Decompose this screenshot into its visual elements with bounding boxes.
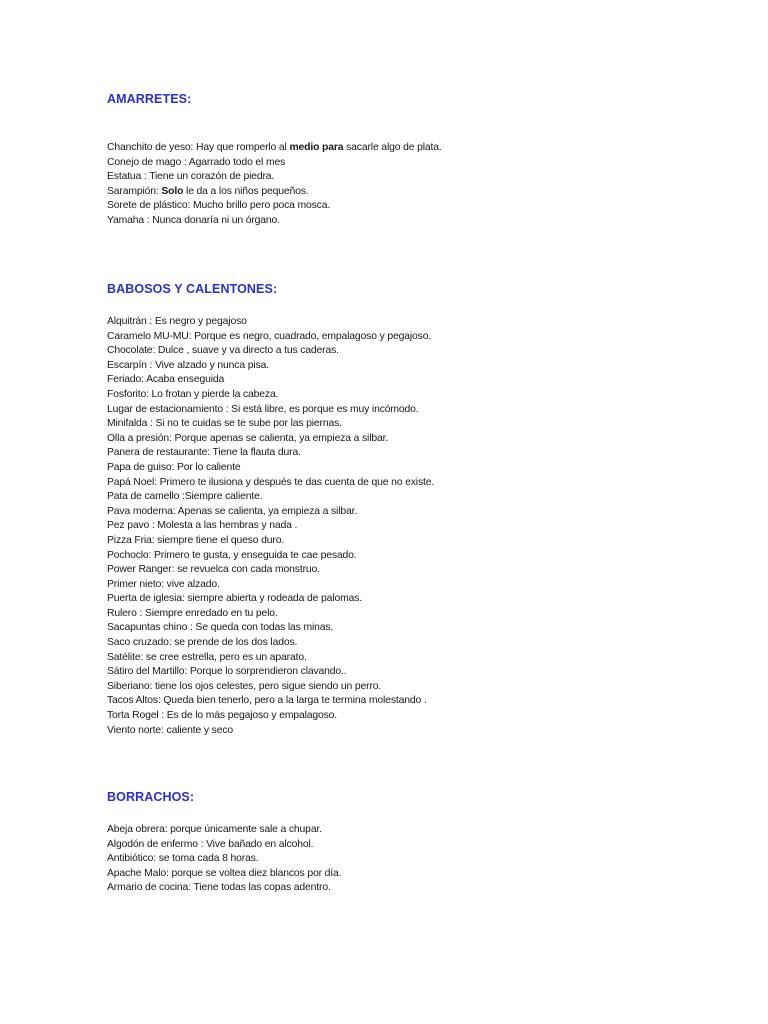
heading-colon: : — [187, 92, 192, 106]
list-item — [107, 578, 707, 593]
entry-text: Satélite: se cree estrella, pero es un aparato. — [107, 651, 307, 663]
list-item — [107, 199, 707, 214]
list-item — [107, 563, 707, 578]
entry-text: Apache Malo: porque se voltea diez blancos por día. — [107, 867, 342, 879]
list-item — [107, 519, 707, 534]
list-item — [107, 621, 707, 636]
list-item — [107, 373, 707, 388]
entry-text: Pava moderna: Apenas se calienta, ya empieza a silbar. — [107, 505, 358, 517]
list-item — [107, 344, 707, 359]
list-item — [107, 330, 707, 345]
list-item — [107, 867, 707, 882]
list-item — [107, 651, 707, 666]
entry-text: Yamaha : Nunca donaría ni un órgano. — [107, 214, 280, 226]
entry-text: Feriado: Acaba enseguida — [107, 374, 225, 386]
entry-list — [107, 823, 707, 896]
section-heading — [107, 789, 707, 805]
list-item — [107, 185, 707, 200]
entry-text: Minifalda : Si no te cuidas se te sube por las piernas. — [107, 418, 342, 430]
list-item — [107, 724, 707, 739]
list-item — [107, 852, 707, 867]
entry-text: Siberiano: tiene los ojos celestes, pero sigue siendo un perro. — [107, 680, 382, 692]
entry-text-end: le da a los niños pequeños. — [183, 185, 309, 197]
entry-text: Caramelo MU-MU: Porque es negro, cuadrado, empalagoso y pegajoso. — [107, 330, 432, 342]
entry-text: Power Ranger: se revuelca con cada monstruo. — [107, 564, 320, 576]
entry-text: Sorete de plástico: Mucho brillo pero poca mosca. — [107, 200, 331, 212]
entry-text: Sátiro del Martillo: Porque lo sorprendieron clavando.. — [107, 666, 347, 678]
list-item — [107, 680, 707, 695]
section-borrachos — [107, 789, 707, 896]
heading-text: BORRACHOS — [107, 790, 190, 804]
entry-text: Torta Rogel : Es de lo más pegajoso y empalagoso. — [107, 710, 338, 722]
entry-text: Alquitrán : Es negro y pegajoso — [107, 316, 247, 327]
entry-text: Pochoclo: Primero te gusta, y enseguida te cae pesado. — [107, 549, 357, 561]
list-item — [107, 214, 707, 229]
entry-text: Papá Noel: Primero te ilusiona y después te das cuenta de que no existe. — [107, 476, 435, 488]
entry-text: Primer nieto: vive alzado. — [107, 578, 220, 590]
entry-text: Viento norte: caliente y seco — [107, 724, 233, 736]
entry-text: Armario de cocina: Tiene todas las copas adentro. — [107, 882, 331, 894]
section-amarretes — [107, 91, 707, 229]
entry-emphasis: medio para — [289, 142, 344, 153]
list-item — [107, 315, 707, 330]
entry-text: Panera de restaurante: Tiene la flauta dura. — [107, 447, 301, 459]
section-heading — [107, 281, 707, 297]
list-item — [107, 881, 707, 896]
entry-text: Chocolate: Dulce , suave y va directo a tus caderas. — [107, 345, 339, 357]
entry-text: Abeja obrera: porque únicamente sale a chupar. — [107, 824, 322, 835]
section-babosos-y-calentones — [107, 281, 707, 738]
list-item — [107, 607, 707, 622]
heading-colon: : — [189, 790, 195, 804]
entry-text: Tacos Altos: Queda bien tenerlo, pero a la larga te termina molestando . — [107, 695, 427, 707]
entry-text: Chanchito de yeso: Hay que romperlo al — [107, 142, 290, 153]
entry-text: Olla a presión: Porque apenas se calienta, ya empieza a silbar. — [107, 432, 389, 444]
entry-text: Escarpín : Vive alzado y nunca pisa. — [107, 359, 269, 371]
list-item — [107, 170, 707, 185]
list-item — [107, 359, 707, 374]
entry-emphasis: Solo — [161, 185, 184, 197]
entry-text: Antibiótico: se toma cada 8 horas. — [107, 853, 259, 865]
list-item — [107, 534, 707, 549]
list-item — [107, 446, 707, 461]
list-item — [107, 388, 707, 403]
entry-text: Saco cruzado: se prende de los dos lados. — [107, 637, 298, 649]
entry-text: Estatua : Tiene un corazón de piedra. — [107, 171, 275, 183]
entry-text: Lugar de estacionamiento : Si está libre, es porque es muy incómodo. — [107, 403, 419, 415]
entry-list — [107, 141, 707, 229]
section-heading — [107, 91, 707, 107]
entry-text-end: sacarle algo de plata. — [343, 142, 442, 153]
list-item — [107, 432, 707, 447]
entry-text: Conejo de mago : Agarrado todo el mes — [107, 156, 286, 168]
list-item — [107, 549, 707, 564]
list-item — [107, 592, 707, 607]
list-item — [107, 476, 707, 491]
entry-text: Fosforito: Lo frotan y pierde la cabeza. — [107, 388, 279, 400]
entry-text: Pizza Fria: siempre tiene el queso duro. — [107, 534, 285, 546]
list-item — [107, 461, 707, 476]
list-item — [107, 823, 707, 838]
entry-text: Pez pavo : Molesta a las hembras y nada . — [107, 520, 298, 532]
entry-text: Papa de guiso: Por lo caliente — [107, 461, 241, 473]
list-item — [107, 490, 707, 505]
list-item — [107, 665, 707, 680]
entry-text: Algodón de enfermo : Vive bañado en alcohol. — [107, 838, 314, 850]
entry-text: Sacapuntas chino : Se queda con todas las minas. — [107, 622, 334, 634]
list-item — [107, 156, 707, 171]
heading-text: BABOSOS Y CALENTONES — [107, 282, 273, 296]
list-item — [107, 141, 707, 156]
entry-text: Rulero : Siempre enredado en tu pelo. — [107, 607, 278, 619]
list-item — [107, 636, 707, 651]
list-item — [107, 403, 707, 418]
entry-list — [107, 315, 707, 738]
entry-text: Puerta de iglesia: siempre abierta y rodeada de palomas. — [107, 593, 362, 605]
list-item — [107, 694, 707, 709]
list-item — [107, 709, 707, 724]
list-item — [107, 505, 707, 520]
list-item — [107, 417, 707, 432]
list-item — [107, 838, 707, 853]
entry-text: Pata de camello :Siempre caliente. — [107, 491, 263, 503]
heading-colon: : — [272, 282, 278, 296]
entry-text: Sarampión: — [107, 185, 162, 197]
heading-text: AMARRETES — [107, 92, 188, 106]
